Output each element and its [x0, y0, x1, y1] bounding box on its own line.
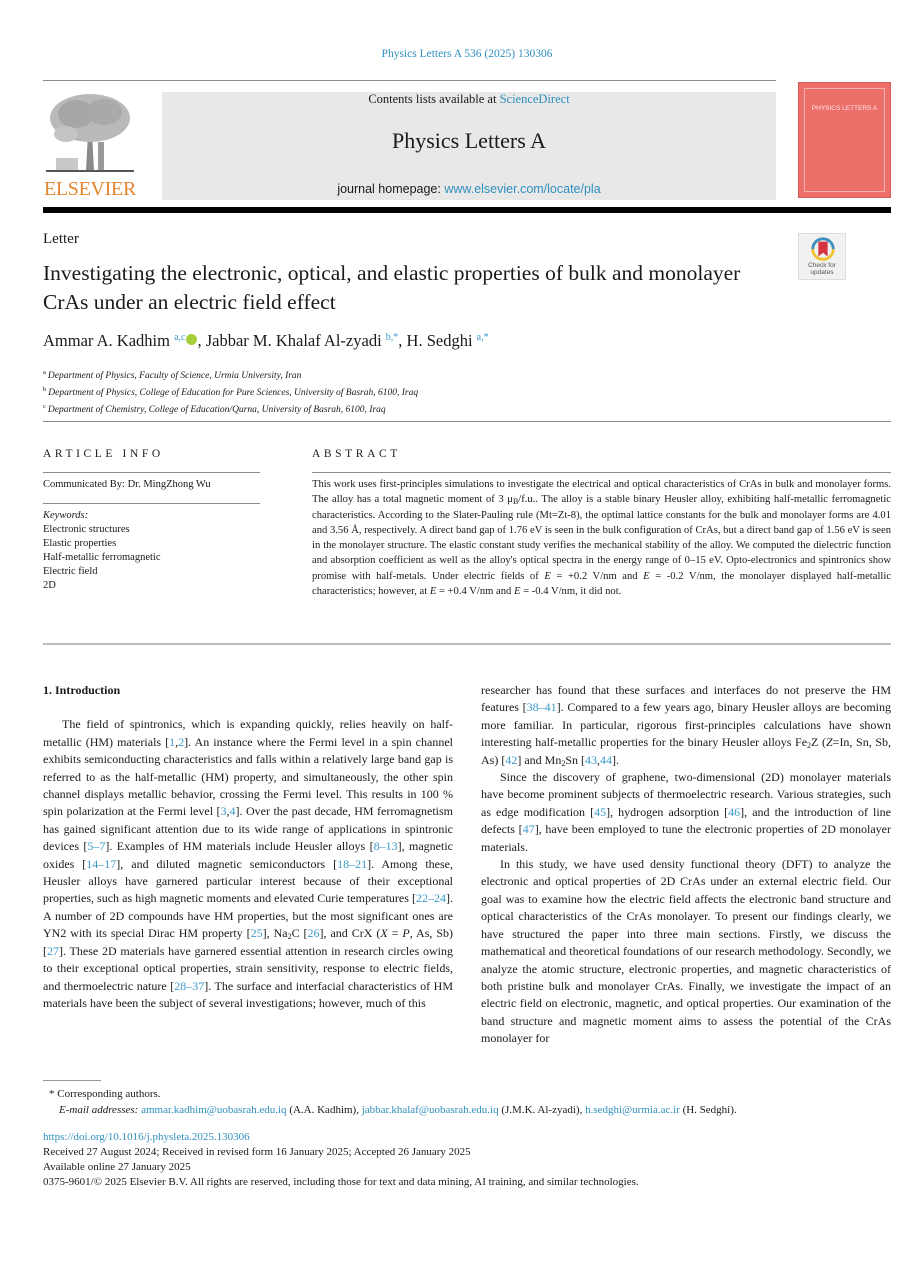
author-name[interactable]: Ammar A. Kadhim: [43, 331, 170, 350]
affiliation: [43, 400, 418, 417]
citation-link[interactable]: 25: [250, 926, 263, 941]
affiliation: [43, 383, 418, 400]
communicated-by: Communicated By: Dr. MingZhong Wu: [43, 479, 211, 490]
author-name[interactable]: H. Sedghi: [406, 331, 473, 350]
citation-link[interactable]: 5–7: [87, 839, 106, 854]
divider: [312, 472, 891, 473]
journal-cover-thumbnail[interactable]: [798, 82, 891, 198]
citation-link[interactable]: 45: [594, 804, 607, 819]
email-link[interactable]: jabbar.khalaf@uobasrah.edu.iq: [361, 1104, 499, 1116]
citation-link[interactable]: 44: [600, 752, 612, 767]
author-affiliation-marker[interactable]: a,c: [174, 332, 186, 343]
available-online: Available online 27 January 2025: [43, 1161, 191, 1173]
citation-link[interactable]: 46: [728, 804, 741, 819]
journal-homepage-link[interactable]: www.elsevier.com/locate/pla: [444, 182, 601, 196]
abstract-heading: ABSTRACT: [312, 448, 401, 460]
sciencedirect-link[interactable]: ScienceDirect: [499, 92, 570, 106]
section-heading-introduction: 1. Introduction: [43, 683, 121, 697]
author-affiliation-marker[interactable]: b,*: [385, 332, 399, 343]
citation-link[interactable]: 8–13: [373, 839, 398, 854]
email-label: E-mail addresses:: [59, 1104, 139, 1116]
author-affiliation-marker[interactable]: a,*: [476, 332, 489, 343]
keyword: Electronic structures: [43, 524, 130, 535]
article-type: Letter: [43, 231, 79, 247]
cover-title: PHYSICS LETTERS A: [811, 105, 878, 112]
publication-history: Received 27 August 2024; Received in revised form 16 January 2025; Accepted 26 January 2025: [43, 1146, 471, 1158]
citation-link[interactable]: 1: [169, 734, 176, 749]
check-for-updates-label: Check for updates: [808, 262, 836, 276]
paper-title: Investigating the electronic, optical, and elastic properties of bulk and monolayer CrAs under an electric field effect: [43, 261, 741, 314]
citation-link[interactable]: 43: [585, 752, 597, 767]
top-divider: [43, 80, 776, 81]
keyword: Half-metallic ferromagnetic: [43, 552, 161, 563]
affiliation-label: a: [43, 369, 46, 376]
email-link[interactable]: ammar.kadhim@uobasrah.edu.iq: [141, 1104, 287, 1116]
affiliation-label: b: [43, 386, 47, 393]
tree-icon: [46, 90, 134, 174]
copyright: 0375-9601/© 2025 Elsevier B.V. All rights are reserved, including those for text and data mining, AI training, and similar technologies.: [43, 1176, 639, 1188]
homepage-prefix: journal homepage:: [337, 182, 445, 196]
divider: [43, 472, 260, 473]
abstract-divider: [43, 643, 891, 645]
article-info-heading: ARTICLE INFO: [43, 448, 164, 460]
paragraph: researcher has found that these surfaces and interfaces do not preserve the HM features [38–41]. Compared to a few years ago, binary Heusler alloys are becoming more familiar. In particular, rigorous first-principles calculations have shown interesting half-metallic properties for the binary Heusler alloys $Fe_2Z$ (Z=In, Sn, Sb, As) [42] and $Mn_2Sn$ [43,44].: [481, 683, 891, 768]
affiliation-list: [43, 366, 418, 417]
doi-link[interactable]: https://doi.org/10.1016/j.physleta.2025.130306: [43, 1131, 250, 1143]
header-thick-divider: [43, 207, 891, 213]
divider: [43, 503, 260, 504]
bookmark-icon: [799, 236, 847, 264]
abstract-text: This work uses first-principles simulations to investigate the electrical and optical characteristics of CrAs in bulk and monolayer forms. The alloy has a total magnetic moment of 3 $\mu_B/f.u$.. The alloy is a stable binary Heusler alloy, exhibiting half-metallic ferromagnetic characteristics. According to the Slater-Pauling rule (Mt=Zt-8), the optimal lattice constants for the bulk and monolayer forms are 4.01 and 3.56 Å, respectively. A direct band gap of 1.76 eV is seen in the bulk configuration of CrAs, but a direct band gap of 1.56 eV is seen in the monolayer structure. The elastic constant study verifies the mechanical stability of the alloy. We computed the dielectric function and absorption coefficient as well as the alloy's optical spectra in the energy range of 0–15 eV. Opto-electronics and spintronics show promise with half-metals. Under electric fields of E = +0.2 V/nm and E = -0.2 V/nm, the monolayer displayed half-metallic characteristics; however, at E = +0.4 V/nm and E = -0.4 V/nm, it did not.: [312, 479, 892, 598]
journal-reference-link[interactable]: Physics Letters A 536 (2025) 130306: [381, 48, 553, 60]
citation-link[interactable]: 22–24: [416, 891, 446, 906]
journal-masthead: [162, 92, 776, 200]
elsevier-wordmark: ELSEVIER: [43, 178, 137, 200]
citation-link[interactable]: 4: [229, 804, 236, 819]
citation-link[interactable]: 18–21: [337, 856, 368, 871]
citation-link[interactable]: 2: [178, 734, 185, 749]
citation-link[interactable]: 47: [522, 822, 535, 837]
citation-link[interactable]: 14–17: [86, 856, 117, 871]
citation-link[interactable]: 27: [47, 943, 59, 958]
citation-link[interactable]: 3: [220, 804, 227, 819]
citation-link[interactable]: 28–37: [174, 978, 205, 993]
elsevier-logo[interactable]: [42, 90, 138, 202]
author-list: Ammar A. Kadhim $^{a,c}$ , Jabbar M. Khalaf Al-zyadi $^{b,*}$, H. Sedghi $^{a,*}$: [43, 331, 489, 350]
citation-link[interactable]: 38–41: [526, 700, 557, 715]
email-line: E-mail addresses: ammar.kadhim@uobasrah.edu.iq (A.A. Kadhim), jabbar.khalaf@uobasrah.edu.iq (J.M.K. Al-zyadi), h.sedghi@urmia.ac.ir (H. Sedghi).: [59, 1104, 737, 1116]
paragraph: Since the discovery of graphene, two-dimensional (2D) monolayer materials have become prominent subjects of thermoelectric research. Various strategies, such as edge modification [45], hydrogen adsorption [46], and the introduction of line defects [47], have been employed to tune the electronic properties of 2D monolayer materials.: [481, 770, 891, 854]
affiliation-label: c: [43, 403, 46, 410]
contents-line: [162, 92, 776, 107]
paragraph: The field of spintronics, which is expanding quickly, relies heavily on half-metallic (HM) materials [1,2]. An instance where the Fermi level in a spin channel exhibits semiconducting characteristics and falls within a relatively large band gap is referred to as the half-metallic (HM) property, and simultaneously, the other spin channel displays metallic behavior, crossing the Fermi level. This results in 100 % spin polarization at the Fermi level [3,4]. Over the past decade, HM ferromagnetism has gained significant attention due to its wide range of applications in spintronic devices [5–7]. Examples of HM materials include Heusler alloys [8–13], magnetic oxides [14–17], and diluted magnetic semiconductors [18–21]. Among these, Heusler alloys have garnered particular interest because of their exceptional properties, such as high magnetic moments and elevated Curie temperatures [22–24]. A number of 2D compounds have HM properties, but the most significant ones are YN2 with its special Dirac HM property [25], $Na_2C$ [26], and CrX (X = P, As, Sb) [27]. These 2D materials have garnered essential attention in research circles owing to their exceptional optical properties, strain sensitivity, response to electric fields, and thermoelectric nature [28–37]. The surface and interfacial characteristics of HM materials have been the subject of several investigations; however, much of this: [43, 717, 453, 1010]
body-column-left: [43, 682, 453, 1012]
publication-info: [43, 1130, 639, 1190]
keywords-label: Keywords:: [43, 510, 89, 521]
author-name[interactable]: Jabbar M. Khalaf Al-zyadi: [205, 331, 382, 350]
keyword: Electric field: [43, 566, 98, 577]
keyword: 2D: [43, 580, 56, 591]
citation-link[interactable]: 42: [505, 752, 518, 767]
affiliation-text: Department of Physics, Faculty of Science, Urmia University, Iran: [47, 371, 302, 381]
check-for-updates-badge[interactable]: [798, 233, 846, 280]
journal-title: Physics Letters A: [392, 128, 546, 153]
email-link[interactable]: h.sedghi@urmia.ac.ir: [585, 1104, 680, 1116]
corresponding-line: * Corresponding authors.: [49, 1088, 161, 1100]
corresponding-author-footnote: [49, 1086, 737, 1118]
body-column-right: [481, 682, 891, 1048]
affiliation-text: Department of Chemistry, College of Education/Qurna, University of Basrah, 6100, Iraq: [47, 405, 386, 415]
affiliation-text: Department of Physics, College of Education for Pure Sciences, University of Basrah, 6100, Iraq: [48, 388, 419, 398]
keywords-list: [43, 509, 160, 593]
keyword: Elastic properties: [43, 538, 117, 549]
affiliation: [43, 366, 418, 383]
contents-prefix: Contents lists available at: [368, 92, 500, 106]
cover-frame: [804, 88, 885, 192]
orcid-icon[interactable]: [186, 334, 197, 345]
citation-link[interactable]: 26: [307, 926, 320, 941]
paragraph: In this study, we have used density functional theory (DFT) to analyze the electronic and optical properties of 2D CrAs under an external electric field. Our goal was to examine how the electric field affects the electronic band structure and optical characteristics of the CrAs monolayer. To present our findings clearly, we have structured the paper into three main sections. Firstly, we discuss the mathematical and theoretical foundations of our research methodology. Secondly, we analyze the atomic structure, electronic properties, and magnetic characteristics of both pristine bulk and monolayer CrAs. Finally, we investigate the impact of an electric field on electronic, magnetic, and optical properties. Our examination of the band structure and magnetic moment aims to assess the potential of the CrAs monolayer for: [481, 857, 891, 1046]
footnote-divider: [43, 1080, 101, 1081]
homepage-line: [162, 182, 776, 196]
divider: [43, 421, 891, 422]
